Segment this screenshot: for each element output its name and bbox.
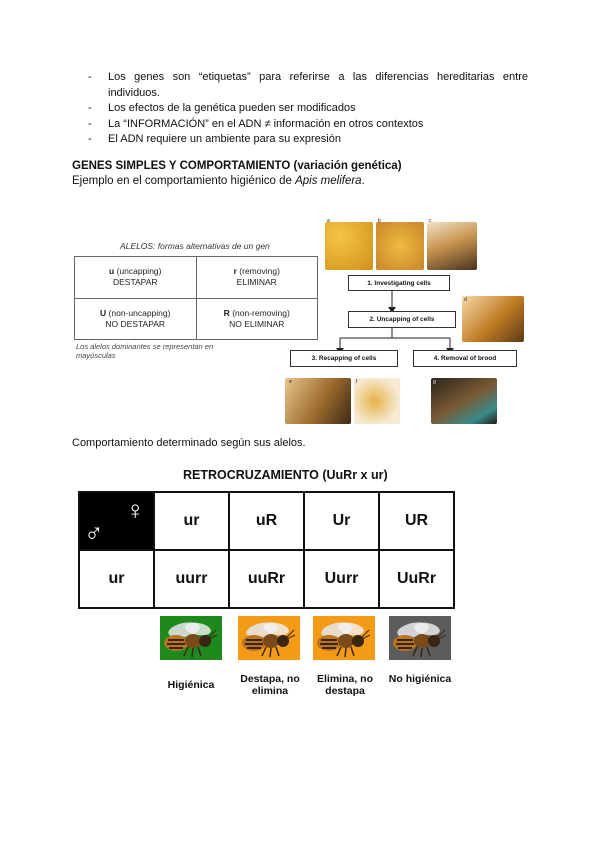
bullet-item: [88, 70, 528, 101]
photo-recapping-bee: [285, 378, 351, 424]
allele-name: (removing): [239, 266, 280, 277]
bee-icon: [160, 616, 222, 660]
dominant-note: Los alelos dominantes se representan en mayúsculas: [76, 342, 214, 360]
gamete-header: UR: [379, 492, 454, 550]
panel-label: f: [356, 379, 358, 385]
genotype-cell: uuRr: [229, 550, 304, 608]
photo-removal: [431, 378, 497, 424]
bullet-item: [88, 101, 528, 117]
bullet-dash: -: [88, 102, 92, 114]
panel-label: c: [429, 218, 432, 224]
flow-step-3: 3. Recapping of cells: [290, 350, 398, 367]
genotype-cell: Uurr: [304, 550, 379, 608]
bullet-item: [88, 117, 528, 133]
allele-cell-u: [75, 257, 197, 299]
sex-symbols-cell: [79, 492, 154, 550]
flow-step-4: 4. Removal of brood: [413, 350, 517, 367]
photo-uncapping: [462, 296, 524, 342]
punnett-table: [78, 491, 455, 609]
bullet-text: La “INFORMACIÓN” en el ADN ≠ información en otros contextos: [108, 117, 424, 130]
panel-label: b: [378, 218, 381, 224]
bullet-dash: -: [88, 71, 92, 83]
allele-code: R: [223, 307, 230, 318]
bullet-list: [88, 70, 528, 148]
flow-step-2: 2. Uncapping of cells: [348, 311, 456, 328]
allele-es: DESTAPAR: [112, 277, 158, 288]
allele-code: u: [109, 266, 115, 277]
gamete-header: uR: [229, 492, 304, 550]
row-gamete: ur: [79, 550, 154, 608]
bullet-item: [88, 132, 528, 148]
gamete-header: ur: [154, 492, 229, 550]
bullet-dash: -: [88, 133, 92, 145]
bullet-text: Los genes son “etiquetas” para referirse a las diferencias hereditarias entre individuos.: [108, 71, 528, 99]
genotype-cell: uurr: [154, 550, 229, 608]
bullet-text: Los efectos de la genética pueden ser modificados: [108, 102, 356, 114]
female-icon: ♀: [125, 495, 145, 525]
panel-label: e: [289, 379, 292, 385]
panel-label: a: [327, 218, 330, 224]
example-prefix: Ejemplo en el comportamiento higiénico de: [72, 175, 296, 187]
phenotype-label: No higiénica: [388, 673, 452, 685]
allele-es: NO DESTAPAR: [105, 318, 166, 329]
species-name: Apis melifera: [295, 175, 362, 187]
gamete-header: Ur: [304, 492, 379, 550]
example-suffix: .: [361, 175, 365, 187]
allele-es: ELIMINAR: [236, 277, 277, 288]
male-icon: ♂: [84, 518, 104, 548]
genotype-cell: UuRr: [379, 550, 454, 608]
alleles-title: ALELOS: formas alternativas de un gen: [120, 241, 270, 251]
allele-code: r: [233, 266, 237, 277]
bee-icon: [389, 616, 451, 660]
photo-capped-cells: [325, 222, 373, 270]
flow-step-1: 1. Investigating cells: [348, 275, 450, 291]
example-line: [72, 175, 365, 187]
bullet-dash: -: [88, 117, 92, 130]
photo-comb: [376, 222, 424, 270]
bullet-text: El ADN requiere un ambiente para su expresión: [108, 133, 341, 145]
allele-name: (non-uncapping): [108, 307, 171, 318]
allele-es: NO ELIMINAR: [229, 318, 285, 329]
phenotype-label: Destapa, no elimina: [240, 673, 300, 697]
allele-code: U: [100, 307, 107, 318]
panel-label: g: [433, 379, 436, 385]
bee-icon: [313, 616, 375, 660]
bee-icon: [238, 616, 300, 660]
panel-label: d: [464, 297, 467, 303]
phenotype-label: Elimina, no destapa: [316, 673, 373, 697]
allele-cell-U: [75, 298, 197, 340]
photo-bee-head: [427, 222, 477, 270]
caption: Comportamiento determinado según sus alelos.: [72, 437, 306, 449]
phenotype-label: Higiénica: [167, 679, 215, 691]
allele-name: (uncapping): [116, 266, 162, 277]
backcross-title: RETROCRUZAMIENTO (UuRr x ur): [183, 468, 388, 482]
photo-recapped-cell: [354, 378, 400, 424]
allele-name: (non-removing): [232, 307, 290, 318]
section-heading: GENES SIMPLES Y COMPORTAMIENTO (variación genética): [72, 160, 402, 172]
